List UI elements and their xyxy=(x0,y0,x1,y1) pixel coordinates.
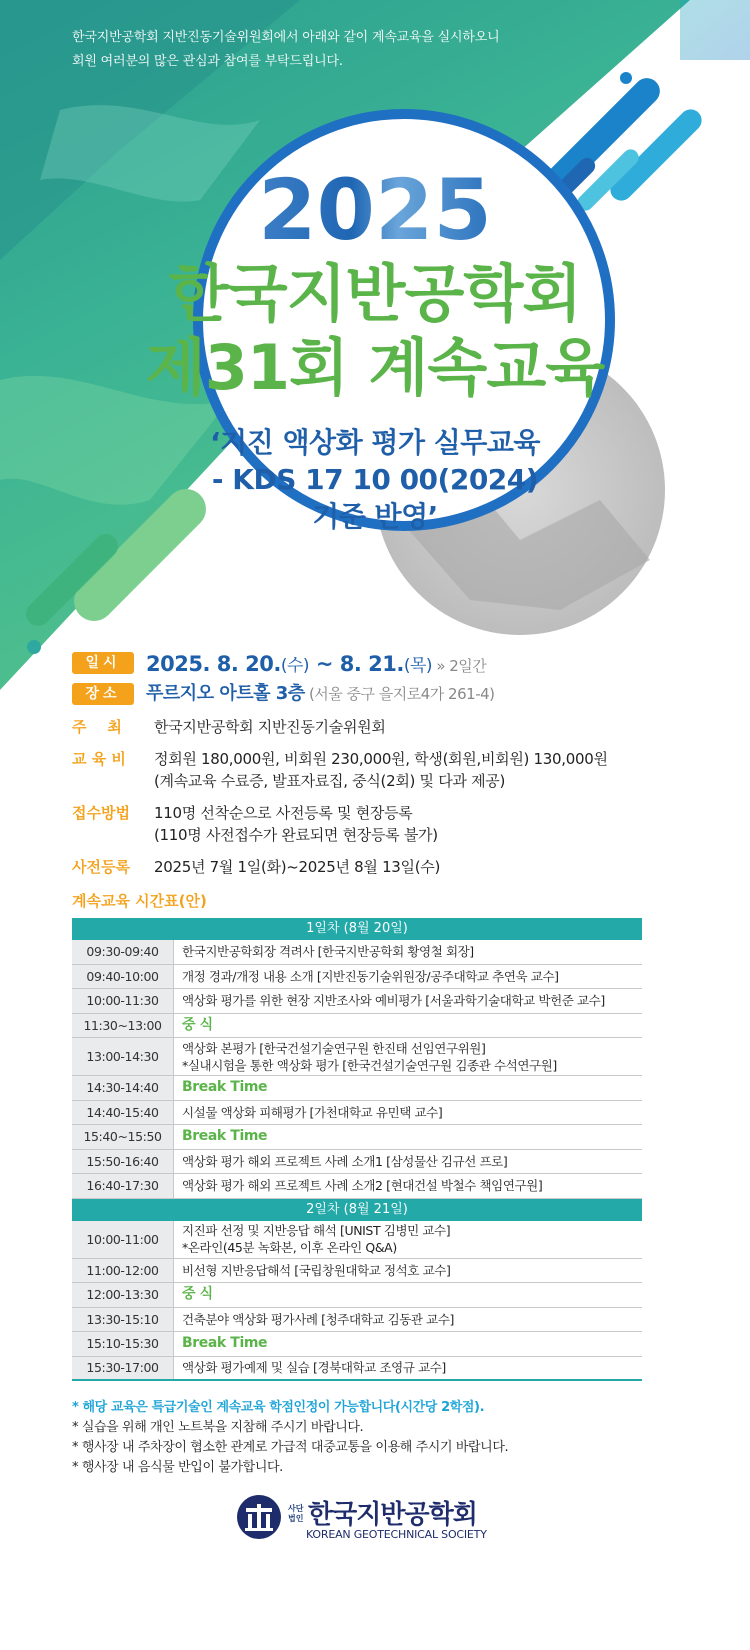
place-label: 장소 xyxy=(72,683,134,705)
host-value: 한국지반공학회 지반진동기술위원회 xyxy=(154,718,386,736)
fee-label: 교 육 비 xyxy=(72,750,126,768)
table-row: 14:40-15:40 시설물 액상화 피해평가 [가천대학교 유민택 교수] xyxy=(72,1101,642,1126)
table-row: 13:30-15:10 건축분야 액상화 평가사례 [청주대학교 김동관 교수] xyxy=(72,1308,642,1333)
note-laptop: * 실습을 위해 개인 노트북을 지참해 주시기 바랍니다. xyxy=(72,1420,364,1435)
pre-reg-label: 사전등록 xyxy=(72,858,130,876)
subtitle-line-2: - KDS 17 10 00(2024) xyxy=(211,463,539,496)
subtitle xyxy=(150,424,600,535)
title-line-1: 한국지반공학회 xyxy=(168,257,582,330)
table-row: 09:30-09:40 한국지반공학회장 격려사 [한국지반공학회 황영철 회장] xyxy=(72,940,642,965)
table-row: 16:40-17:30 액상화 평가 해외 프로젝트 사례 소개2 [현대건설 박철수 책임연구원] xyxy=(72,1174,642,1199)
notes xyxy=(72,1398,692,1478)
subtitle-line-3: 기준 반영’ xyxy=(312,500,438,533)
table-row: 12:00-13:30 중 식 xyxy=(72,1283,642,1308)
note-food: * 행사장 내 음식물 반입이 불가합니다. xyxy=(72,1460,283,1475)
info-pre-reg-row xyxy=(72,856,440,878)
reg-method-value: 110명 선착순으로 사전등록 및 현장등록 (110명 사전접수가 완료되면 현장등록 불가) xyxy=(154,804,438,844)
subtitle-line-1: ‘지진 액상화 평가 실무교육 xyxy=(210,426,540,459)
table-row: 11:30~13:00 중 식 xyxy=(72,1014,642,1039)
hero-banner xyxy=(0,0,750,690)
intro-text xyxy=(72,26,672,74)
intro-line-2: 회원 여러분의 많은 관심과 참여를 부탁드립니다. xyxy=(72,54,343,69)
info-reg-method-row xyxy=(72,802,438,846)
table-row: 10:00-11:30 액상화 평가를 위한 현장 지반조사와 예비평가 [서울과학기술대학교 박헌준 교수] xyxy=(72,989,642,1014)
table-row: 11:00-12:00 비선형 지반응답해석 [국립창원대학교 정석호 교수] xyxy=(72,1259,642,1284)
date-value: 2025. 8. 20.(수) ~ 8. 21.(목) » 2일간 xyxy=(146,652,487,676)
table-row: 14:30-14:40 Break Time xyxy=(72,1076,642,1101)
info-date-row xyxy=(72,652,486,678)
year-graphic xyxy=(0,161,750,259)
place-value: 푸르지오 아트홀 3층 (서울 중구 을지로4가 261-4) xyxy=(146,683,495,704)
pre-reg-value: 2025년 7월 1일(화)~2025년 8월 13일(수) xyxy=(154,858,441,876)
logo-corporate-label: 사단 법인 xyxy=(288,1504,304,1523)
schedule-title: 계속교육 시간표(안) xyxy=(72,892,207,910)
title-line-2: 제31회 계속교육 xyxy=(145,331,605,404)
logo-name-en: KOREAN GEOTECHNICAL SOCIETY xyxy=(306,1528,487,1541)
host-label: 주 최 xyxy=(72,718,122,736)
note-credit: * 해당 교육은 특급기술인 계속교육 학점인정이 가능합니다(시간당 2학점). xyxy=(72,1400,485,1415)
day2-header: 2일차 (8월 21일) xyxy=(72,1199,642,1221)
society-emblem-icon xyxy=(236,1494,282,1540)
fee-value: 정회원 180,000원, 비회원 230,000원, 학생(회원,비회원) 130,000원 (계속교육 수료증, 발표자료집, 중식(2회) 및 다과 제공) xyxy=(154,750,608,790)
table-row: 15:30-17:00 액상화 평가예제 및 실습 [경북대학교 조영규 교수] xyxy=(72,1357,642,1382)
table-row: 15:10-15:30 Break Time xyxy=(72,1332,642,1357)
table-row: 13:00-14:30 액상화 본평가 [한국건설기술연구원 한진태 선임연구위원] *실내시험을 통한 액상화 평가 [한국건설기술연구원 김종관 수석연구원] xyxy=(72,1038,642,1076)
info-place-row xyxy=(72,683,495,705)
date-label: 일시 xyxy=(72,652,134,674)
table-row: 15:50-16:40 액상화 평가 해외 프로젝트 사례 소개1 [삼성물산 김규선 프로] xyxy=(72,1150,642,1175)
day1-header: 1일차 (8월 20일) xyxy=(72,918,642,940)
logo-name-kr: 한국지반공학회 xyxy=(308,1500,477,1530)
intro-line-1: 한국지반공학회 지반진동기술위원회에서 아래와 같이 계속교육을 실시하오니 xyxy=(72,30,500,45)
year-text: 2025 xyxy=(258,161,492,259)
table-row: 10:00-11:00 지진파 선정 및 지반응답 해석 [UNIST 김병민 교수] *온라인(45분 녹화본, 이후 온라인 Q&A) xyxy=(72,1221,642,1259)
reg-method-label: 접수방법 xyxy=(72,804,130,822)
note-parking: * 행사장 내 주차장이 협소한 관계로 가급적 대중교통을 이용해 주시기 바랍니다. xyxy=(72,1440,509,1455)
society-logo xyxy=(236,1490,516,1550)
info-host-row xyxy=(72,716,386,738)
table-row: 15:40~15:50 Break Time xyxy=(72,1125,642,1150)
schedule-table xyxy=(72,918,642,1381)
info-fee-row xyxy=(72,748,608,792)
table-row: 09:40-10:00 개정 경과/개정 내용 소개 [지반진동기술위원장/공주대학교 추연욱 교수] xyxy=(72,965,642,990)
